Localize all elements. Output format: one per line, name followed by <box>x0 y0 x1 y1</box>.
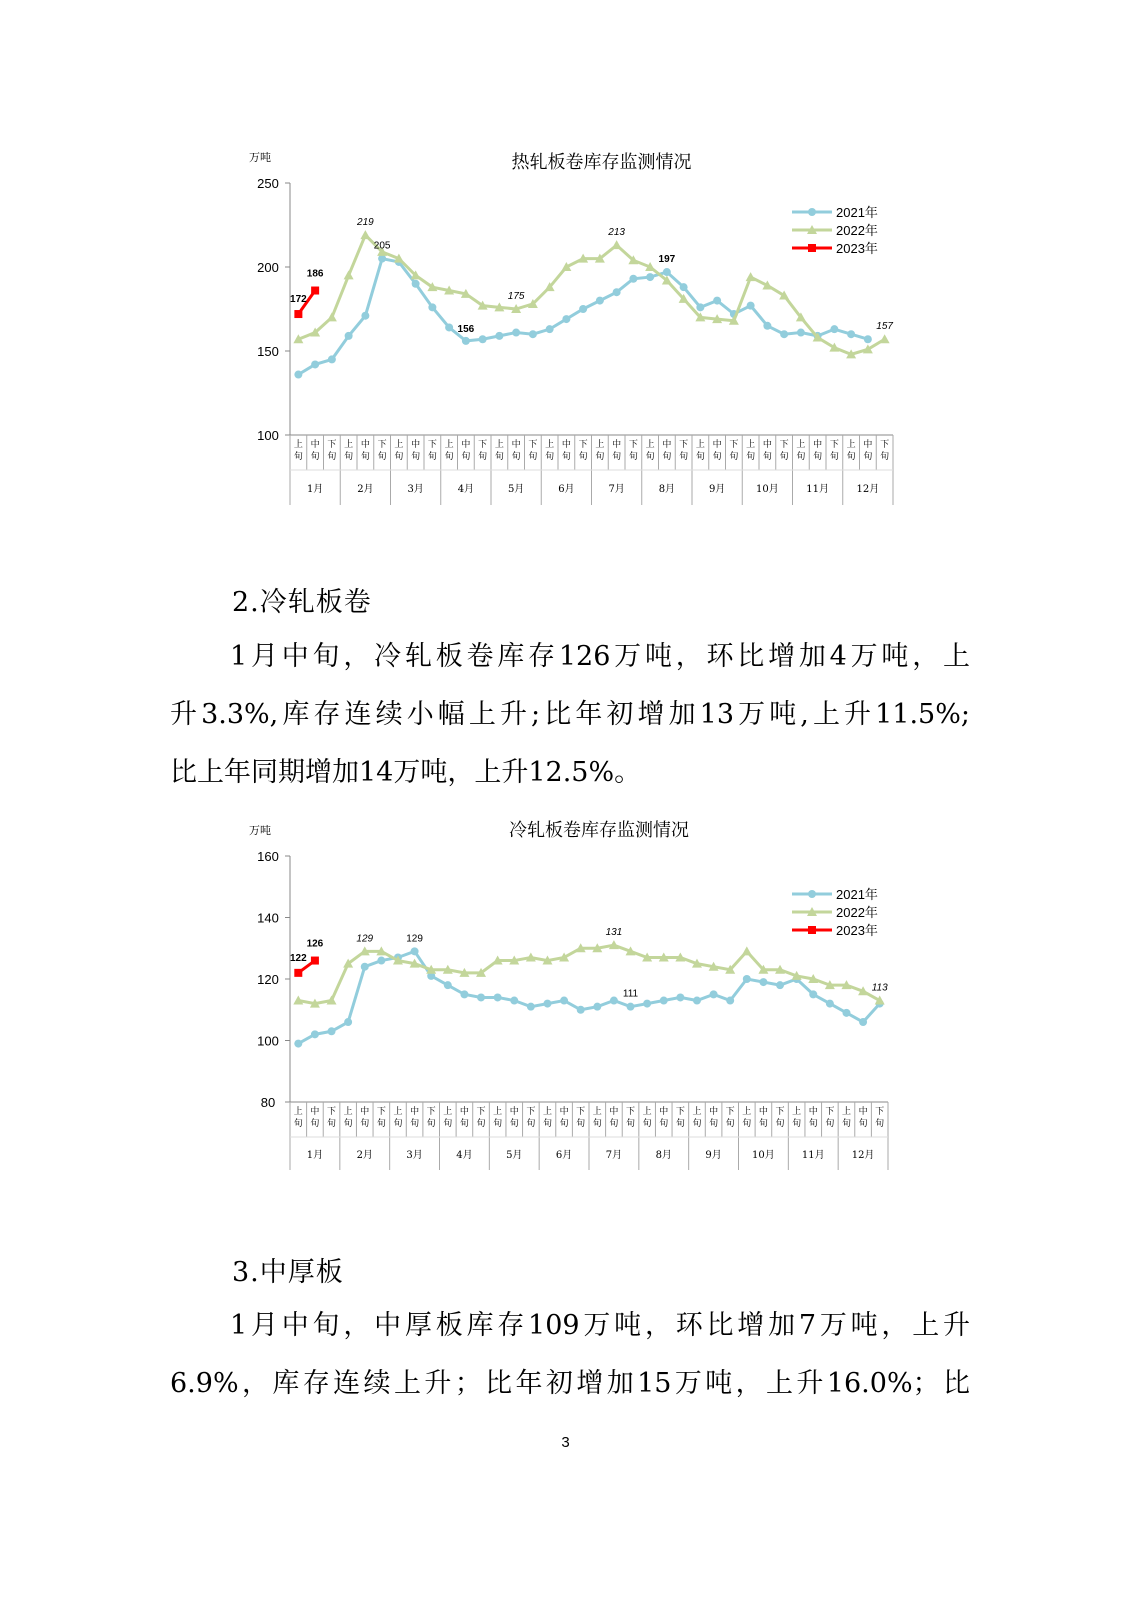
x-period-label: 上 <box>692 1107 702 1117</box>
x-month-label: 4月 <box>456 1150 473 1161</box>
chart-title: 冷轧板卷库存监测情况 <box>509 820 689 841</box>
x-period-label: 旬 <box>459 1119 469 1129</box>
medium-plate-paragraph <box>170 1297 970 1413</box>
data-point <box>809 990 817 998</box>
data-point <box>780 330 788 338</box>
data-label: 156 <box>457 323 475 335</box>
data-point <box>527 1003 535 1011</box>
x-period-label: 旬 <box>659 1119 669 1129</box>
x-period-label: 下 <box>377 440 387 450</box>
data-point <box>613 288 621 296</box>
x-period-label: 上 <box>746 440 756 450</box>
x-period-label: 旬 <box>511 452 521 462</box>
hot-rolled-coil-inventory-chart <box>236 140 906 512</box>
x-period-label: 旬 <box>662 452 672 462</box>
x-period-label: 旬 <box>592 1119 602 1129</box>
y-tick-label: 150 <box>257 344 279 359</box>
data-point <box>710 990 718 998</box>
x-period-label: 上 <box>642 1107 652 1117</box>
x-period-label: 中 <box>858 1107 868 1117</box>
paragraph-line: 比上年同期增加14万吨，上升12.5%。 <box>170 757 642 788</box>
x-period-label: 下 <box>576 1107 586 1117</box>
data-point <box>328 355 336 363</box>
x-period-label: 下 <box>880 440 890 450</box>
data-label: 219 <box>357 217 374 229</box>
data-point <box>412 280 420 288</box>
data-point <box>445 323 453 331</box>
x-period-label: 旬 <box>626 1119 636 1129</box>
x-period-label: 下 <box>478 440 488 450</box>
x-period-label: 旬 <box>695 452 705 462</box>
x-period-label: 旬 <box>410 1119 420 1129</box>
x-period-label: 旬 <box>327 1119 337 1129</box>
data-point <box>663 268 671 276</box>
x-period-label: 旬 <box>493 1119 503 1129</box>
x-period-label: 上 <box>494 440 504 450</box>
x-period-label: 下 <box>628 440 638 450</box>
x-period-label: 旬 <box>509 1119 519 1129</box>
data-point <box>361 963 369 971</box>
x-month-label: 10月 <box>756 484 779 495</box>
x-period-label: 旬 <box>725 1119 735 1129</box>
data-point <box>743 975 751 983</box>
x-period-label: 旬 <box>675 1119 685 1129</box>
x-period-label: 旬 <box>612 452 622 462</box>
data-point <box>327 312 337 321</box>
cold-rolled-chart-svg <box>236 812 906 1182</box>
data-label: 129 <box>406 933 423 945</box>
y-tick-label: 140 <box>257 910 279 926</box>
x-period-label: 下 <box>875 1107 885 1117</box>
data-point <box>529 330 537 338</box>
legend-label: 2022年 <box>836 223 878 238</box>
x-period-label: 旬 <box>846 452 856 462</box>
x-period-label: 下 <box>526 1107 536 1117</box>
x-period-label: 中 <box>561 440 571 450</box>
data-point <box>546 325 554 333</box>
data-point <box>294 969 302 977</box>
legend-marker <box>808 926 816 934</box>
x-period-label: 旬 <box>679 452 689 462</box>
x-period-label: 旬 <box>595 452 605 462</box>
data-label: 213 <box>608 227 625 239</box>
x-period-label: 下 <box>775 1107 785 1117</box>
data-point <box>747 302 755 310</box>
data-point <box>512 329 520 337</box>
x-month-label: 11月 <box>806 484 829 495</box>
x-period-label: 下 <box>376 1107 386 1117</box>
x-period-label: 旬 <box>642 1119 652 1129</box>
x-period-label: 旬 <box>461 452 471 462</box>
x-month-label: 5月 <box>506 1150 523 1161</box>
data-point <box>444 981 452 989</box>
x-period-label: 上 <box>394 440 404 450</box>
x-period-label: 旬 <box>762 452 772 462</box>
x-period-label: 中 <box>813 440 823 450</box>
x-period-label: 旬 <box>742 1119 752 1129</box>
x-period-label: 中 <box>709 1107 719 1117</box>
cold-rolled-paragraph <box>170 628 970 802</box>
x-period-label: 旬 <box>880 452 890 462</box>
x-period-label: 中 <box>659 1107 669 1117</box>
data-point <box>593 1003 601 1011</box>
data-point <box>311 957 319 965</box>
x-period-label: 旬 <box>344 452 354 462</box>
x-period-label: 中 <box>609 1107 619 1117</box>
data-point <box>776 981 784 989</box>
data-point <box>361 312 369 320</box>
x-period-label: 中 <box>310 440 320 450</box>
x-period-label: 旬 <box>792 1119 802 1129</box>
data-point <box>646 273 654 281</box>
x-month-label: 7月 <box>608 484 625 495</box>
section-heading-medium-plate: 3.中厚板 <box>232 1257 344 1288</box>
x-period-label: 旬 <box>542 1119 552 1129</box>
x-period-label: 旬 <box>426 1119 436 1129</box>
data-point <box>495 332 503 340</box>
data-label: 175 <box>507 291 525 302</box>
x-month-label: 7月 <box>605 1150 623 1161</box>
x-period-label: 上 <box>545 440 555 450</box>
hot-rolled-chart-svg <box>236 140 906 512</box>
data-point <box>360 230 370 239</box>
x-period-label: 旬 <box>576 1119 586 1129</box>
legend-marker <box>808 208 816 216</box>
x-period-label: 下 <box>426 1107 436 1117</box>
data-point <box>826 1000 834 1008</box>
data-point <box>428 303 436 311</box>
data-point <box>543 1000 551 1008</box>
x-period-label: 旬 <box>841 1119 851 1129</box>
data-point <box>494 993 502 1001</box>
x-period-label: 上 <box>645 440 655 450</box>
y-tick-label: 100 <box>257 428 279 443</box>
data-label: 122 <box>289 952 307 964</box>
data-point <box>726 997 734 1005</box>
x-period-label: 中 <box>612 440 622 450</box>
y-axis-unit-label: 万吨 <box>249 151 271 164</box>
x-month-label: 6月 <box>558 484 575 495</box>
y-axis-unit-label: 万吨 <box>249 824 271 837</box>
chart-title: 热轧板卷库存监测情况 <box>511 152 692 173</box>
data-point <box>462 337 470 345</box>
x-period-label: 下 <box>327 440 337 450</box>
x-period-label: 上 <box>592 1107 602 1117</box>
legend-label: 2022年 <box>836 905 878 920</box>
page-number: 3 <box>561 1434 570 1451</box>
data-label: 131 <box>605 927 623 939</box>
x-period-label: 旬 <box>796 452 806 462</box>
data-label: 157 <box>876 321 893 333</box>
data-point <box>696 303 704 311</box>
x-period-label: 旬 <box>561 452 571 462</box>
x-period-label: 中 <box>459 1107 469 1117</box>
data-label: 186 <box>306 268 324 280</box>
data-point <box>842 1009 850 1017</box>
paragraph-line: 1月中旬，中厚板库存109万吨，环比增加7万吨，上升 <box>230 1310 970 1341</box>
legend-label: 2021年 <box>836 205 878 220</box>
x-period-label: 下 <box>729 440 739 450</box>
data-label: 129 <box>356 933 374 945</box>
series-line-2021年 <box>298 259 868 375</box>
x-period-label: 中 <box>411 440 421 450</box>
x-period-label: 旬 <box>578 452 588 462</box>
data-point <box>759 978 767 986</box>
x-period-label: 下 <box>825 1107 835 1117</box>
x-period-label: 旬 <box>427 452 437 462</box>
data-point <box>311 1030 319 1038</box>
x-month-label: 9月 <box>705 1150 722 1161</box>
x-period-label: 下 <box>626 1107 636 1117</box>
y-tick-label: 120 <box>257 972 279 987</box>
data-point <box>742 946 752 955</box>
x-period-label: 下 <box>829 440 839 450</box>
x-month-label: 3月 <box>407 484 424 495</box>
x-period-label: 下 <box>725 1107 735 1117</box>
x-period-label: 中 <box>808 1107 818 1117</box>
x-period-label: 旬 <box>360 1119 370 1129</box>
data-point <box>460 990 468 998</box>
x-period-label: 旬 <box>476 1119 486 1129</box>
x-period-label: 上 <box>443 1107 453 1117</box>
data-point <box>344 270 354 279</box>
x-period-label: 上 <box>841 1107 851 1117</box>
x-period-label: 中 <box>863 440 873 450</box>
x-period-label: 下 <box>679 440 689 450</box>
data-point <box>344 1018 352 1026</box>
data-point <box>345 332 353 340</box>
data-label: 126 <box>306 938 324 950</box>
x-period-label: 中 <box>762 440 772 450</box>
x-period-label: 下 <box>476 1107 486 1117</box>
x-month-label: 5月 <box>507 484 525 495</box>
x-period-label: 中 <box>559 1107 569 1117</box>
x-period-label: 旬 <box>875 1119 885 1129</box>
x-period-label: 下 <box>675 1107 685 1117</box>
x-month-label: 6月 <box>555 1150 573 1161</box>
x-period-label: 旬 <box>858 1119 868 1129</box>
x-period-label: 下 <box>578 440 588 450</box>
x-period-label: 旬 <box>394 452 404 462</box>
x-period-label: 中 <box>712 440 722 450</box>
data-point <box>713 297 721 305</box>
data-point <box>294 371 302 379</box>
data-point <box>596 297 604 305</box>
section-heading-cold-rolled: 2.冷轧板卷 <box>232 587 372 618</box>
x-period-label: 上 <box>846 440 856 450</box>
x-period-label: 旬 <box>628 452 638 462</box>
data-point <box>864 335 872 343</box>
x-period-label: 旬 <box>411 452 421 462</box>
x-period-label: 中 <box>758 1107 768 1117</box>
y-tick-label: 250 <box>257 176 279 191</box>
y-tick-label: 80 <box>260 1095 276 1110</box>
paragraph-line: 1月中旬，冷轧板卷库存126万吨，环比增加4万吨，上 <box>230 641 970 672</box>
x-period-label: 中 <box>662 440 672 450</box>
y-tick-label: 200 <box>257 260 279 275</box>
data-label: 172 <box>290 294 307 306</box>
data-point <box>629 275 637 283</box>
data-point <box>797 329 805 337</box>
x-period-label: 旬 <box>712 452 722 462</box>
x-period-label: 旬 <box>813 452 823 462</box>
x-period-label: 上 <box>542 1107 552 1117</box>
x-period-label: 中 <box>461 440 471 450</box>
x-period-label: 下 <box>779 440 789 450</box>
data-label: 113 <box>871 982 888 994</box>
x-period-label: 中 <box>511 440 521 450</box>
data-point <box>610 997 618 1005</box>
paragraph-line: 6.9%，库存连续上升；比年初增加15万吨，上升16.0%；比 <box>170 1368 970 1399</box>
x-period-label: 旬 <box>559 1119 569 1129</box>
x-period-label: 旬 <box>645 452 655 462</box>
data-point <box>612 240 622 249</box>
x-period-label: 旬 <box>526 1119 536 1129</box>
x-month-label: 4月 <box>457 484 475 495</box>
y-tick-label: 100 <box>257 1033 279 1049</box>
data-point <box>510 997 518 1005</box>
x-period-label: 旬 <box>310 452 320 462</box>
cold-rolled-coil-inventory-chart <box>236 812 906 1182</box>
x-month-label: 1月 <box>306 1150 324 1161</box>
x-period-label: 中 <box>310 1107 320 1117</box>
x-period-label: 旬 <box>746 452 756 462</box>
x-period-label: 旬 <box>609 1119 619 1129</box>
data-point <box>377 957 385 965</box>
x-period-label: 旬 <box>779 452 789 462</box>
x-period-label: 旬 <box>494 452 504 462</box>
x-month-label: 2月 <box>356 1150 373 1161</box>
data-point <box>294 1040 302 1048</box>
data-point <box>763 322 771 330</box>
x-period-label: 上 <box>695 440 705 450</box>
x-period-label: 旬 <box>310 1119 320 1129</box>
data-point <box>294 310 302 318</box>
x-period-label: 旬 <box>376 1119 386 1129</box>
x-period-label: 上 <box>595 440 605 450</box>
x-period-label: 旬 <box>377 452 387 462</box>
y-tick-label: 160 <box>257 849 279 864</box>
x-period-label: 旬 <box>825 1119 835 1129</box>
data-point <box>311 287 319 295</box>
legend-label: 2023年 <box>836 241 878 256</box>
data-point <box>328 1027 336 1035</box>
x-period-label: 上 <box>393 1107 403 1117</box>
x-period-label: 下 <box>327 1107 337 1117</box>
data-point <box>411 947 419 955</box>
x-period-label: 旬 <box>528 452 538 462</box>
legend-label: 2021年 <box>836 887 878 902</box>
data-point <box>479 335 487 343</box>
x-month-label: 3月 <box>406 1150 423 1161</box>
x-period-label: 旬 <box>758 1119 768 1129</box>
x-period-label: 旬 <box>775 1119 785 1129</box>
x-period-label: 旬 <box>829 452 839 462</box>
data-point <box>627 1003 635 1011</box>
x-period-label: 旬 <box>709 1119 719 1129</box>
data-point <box>560 997 568 1005</box>
x-month-label: 2月 <box>357 484 374 495</box>
x-period-label: 旬 <box>393 1119 403 1129</box>
x-period-label: 旬 <box>808 1119 818 1129</box>
data-point <box>477 993 485 1001</box>
legend-label: 2023年 <box>836 923 878 938</box>
x-month-label: 9月 <box>708 484 726 495</box>
x-period-label: 旬 <box>478 452 488 462</box>
x-period-label: 旬 <box>444 452 454 462</box>
data-label: 205 <box>373 240 391 252</box>
x-period-label: 下 <box>528 440 538 450</box>
x-period-label: 旬 <box>293 452 303 462</box>
x-month-label: 8月 <box>658 484 676 495</box>
data-point <box>562 315 570 323</box>
x-period-label: 中 <box>360 440 370 450</box>
data-point <box>693 997 701 1005</box>
data-point <box>577 1006 585 1014</box>
x-month-label: 10月 <box>752 1150 775 1161</box>
data-point <box>680 283 688 291</box>
x-period-label: 旬 <box>863 452 873 462</box>
x-period-label: 上 <box>792 1107 802 1117</box>
data-point <box>847 330 855 338</box>
data-point <box>830 325 838 333</box>
data-point <box>746 272 756 281</box>
x-period-label: 旬 <box>545 452 555 462</box>
x-month-label: 12月 <box>851 1150 875 1161</box>
x-month-label: 12月 <box>856 484 880 495</box>
x-period-label: 旬 <box>327 452 337 462</box>
data-point <box>676 993 684 1001</box>
data-point <box>859 1018 867 1026</box>
x-period-label: 旬 <box>360 452 370 462</box>
legend-marker <box>808 890 816 898</box>
data-point <box>660 997 668 1005</box>
x-period-label: 旬 <box>692 1119 702 1129</box>
data-point <box>643 1000 651 1008</box>
x-period-label: 上 <box>444 440 454 450</box>
x-period-label: 旬 <box>293 1119 303 1129</box>
x-month-label: 11月 <box>801 1150 825 1161</box>
data-point <box>579 305 587 313</box>
x-period-label: 上 <box>293 1107 303 1117</box>
paragraph-line: 升3.3%,库存连续小幅上升;比年初增加13万吨,上升11.5%; <box>170 699 970 730</box>
legend-marker <box>808 244 816 252</box>
x-period-label: 中 <box>509 1107 519 1117</box>
x-period-label: 上 <box>796 440 806 450</box>
data-point <box>880 334 890 343</box>
data-label: 197 <box>658 254 676 266</box>
series-line-2021年 <box>298 951 879 1043</box>
x-period-label: 上 <box>293 440 303 450</box>
x-period-label: 上 <box>742 1107 752 1117</box>
x-period-label: 中 <box>360 1107 370 1117</box>
x-period-label: 上 <box>344 440 354 450</box>
x-period-label: 下 <box>427 440 437 450</box>
x-period-label: 上 <box>343 1107 353 1117</box>
x-period-label: 中 <box>410 1107 420 1117</box>
x-month-label: 8月 <box>655 1150 672 1161</box>
x-period-label: 上 <box>493 1107 503 1117</box>
data-label: 111 <box>622 988 639 1000</box>
data-point <box>311 360 319 368</box>
x-period-label: 旬 <box>343 1119 353 1129</box>
series-line-2022年 <box>298 235 884 354</box>
x-period-label: 旬 <box>443 1119 453 1129</box>
x-period-label: 旬 <box>729 452 739 462</box>
x-month-label: 1月 <box>306 484 324 495</box>
